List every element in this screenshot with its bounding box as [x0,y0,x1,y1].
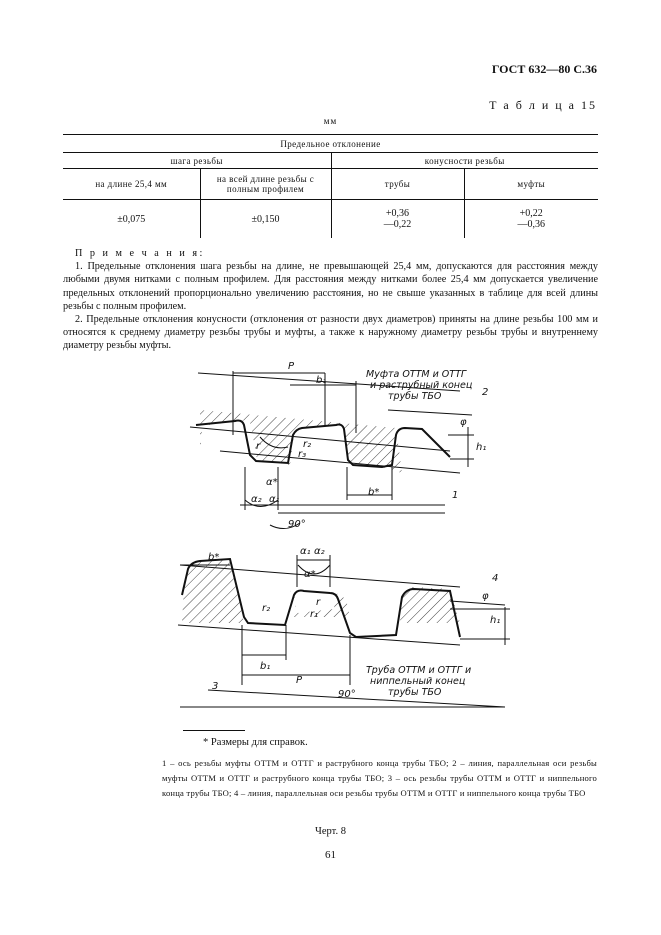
caption-top-line: трубы ТБО [388,391,442,402]
label-b-star: b* [368,487,380,498]
cell-pipe-upper: +0,36 [385,208,410,219]
label-r3: r₃ [298,449,307,460]
label-r1: r₁ [310,609,319,620]
cell-pitch-25: ±0,075 [117,213,146,225]
note-item: 2. Предельные отклонения конусности (отклонения от разности двух диаметров) приняты на длине резьбы 100 мм и относятся к среднему диаметру резьбы трубы и муфты, а также к наружному диаметру резьбы трубы и внутреннему диаметру резьбы муфты. [63,314,598,352]
cell-pipe [331,200,464,239]
caption-bottom-line: Труба ОТТМ и ОТТГ и [366,665,472,676]
caption-top-line: Муфта ОТТМ и ОТТГ [366,369,467,380]
header-pitch: шага резьбы [63,153,331,169]
notes-block [63,247,598,353]
label-alpha1: α₁ [269,494,280,505]
table-caption: Т а б л и ц а 15 [489,98,597,112]
footnote-rule [183,730,245,731]
label-b1: b₁ [316,375,327,386]
label-alpha2: α₂ [251,494,262,505]
label-alpha2-2: α₂ [314,546,325,557]
column-header: муфты [464,169,598,200]
note-item: 1. Предельные отклонения шага резьбы на длине, не превышающей 25,4 мм, допускаются для расстояния между любыми двумя нитками с полным профилем. Для расстояния между нитками более 25,4 мм допускается увеличение предельных отклонений пропорционально увеличению расстояния, но не свыше указанных в таблице для всей длины резьбы с полным профилем. [63,261,598,312]
cell-coupling [464,200,598,239]
label-alpha1-2: α₁ [300,546,311,557]
reference-line-2 [388,410,472,415]
cell-coupling-lower: —0,36 [517,219,545,230]
label-phi: φ [460,417,467,428]
tolerance-table [63,134,598,238]
label-h1-2: h₁ [490,615,501,626]
cell-pitch-full: ±0,150 [200,200,331,239]
label-phi-2: φ [482,591,489,602]
column-header: на длине 25,4 мм [63,169,200,200]
label-90deg: 90° [288,519,306,530]
label-r: r [256,441,261,452]
caption-top-line: и раструбный конец [370,380,473,391]
label-h1: h₁ [476,442,487,453]
label-r2-2: r₂ [262,603,271,614]
label-90deg-2: 90° [338,689,356,700]
page-header: ГОСТ 632—80 С.36 [491,62,597,76]
label-2: 2 [482,387,489,398]
label-4: 4 [492,573,499,584]
coupling-thread-profile [200,410,402,473]
figure-legend: 1 – ось резьбы муфты ОТТМ и ОТТГ и раструбного конца трубы ТБО; 2 – линия, параллельная оси резьбы муфты ОТТМ и ОТТГ и раструбного конца трубы ТБО; 3 – ось резьбы трубы ОТТМ и ОТТГ и ниппельного конца трубы ТБО; 4 – линия, параллельная оси резьбы трубы ОТТМ и ОТТГ и ниппельного конца трубы ТБО [162,758,597,798]
label-alpha-star-2: α* [304,569,316,580]
label-r2: r₂ [303,439,312,450]
label-alpha-star: α* [266,477,278,488]
table-group-header: Предельное отклонение [63,135,598,153]
header-taper: конусности резьбы [331,153,598,169]
reference-line-4 [450,601,505,605]
label-r-2: r [316,597,321,608]
label-3: 3 [212,681,219,692]
caption-bottom-line: трубы ТБО [388,687,442,698]
thread-profile-drawing [160,355,510,713]
label-P: P [288,361,295,372]
cell-coupling-upper: +0,22 [519,208,543,219]
label-1: 1 [452,490,459,501]
notes-title: П р и м е ч а н и я: [75,248,205,259]
cell-pipe-lower: —0,22 [383,219,412,230]
label-b1-2: b₁ [260,661,271,672]
label-b-star-2: b* [208,552,220,563]
footnote: * Размеры для справок. [203,737,308,748]
page-number: 61 [325,849,336,861]
figure-label: Черт. 8 [315,826,346,837]
caption-bottom-line: ниппельный конец [370,676,466,687]
label-P-2: P [296,675,303,686]
table-unit: мм [323,116,338,126]
column-header: трубы [331,169,464,200]
table-row [63,200,598,239]
column-header: на всей длине резьбы с полным профилем [200,169,331,200]
